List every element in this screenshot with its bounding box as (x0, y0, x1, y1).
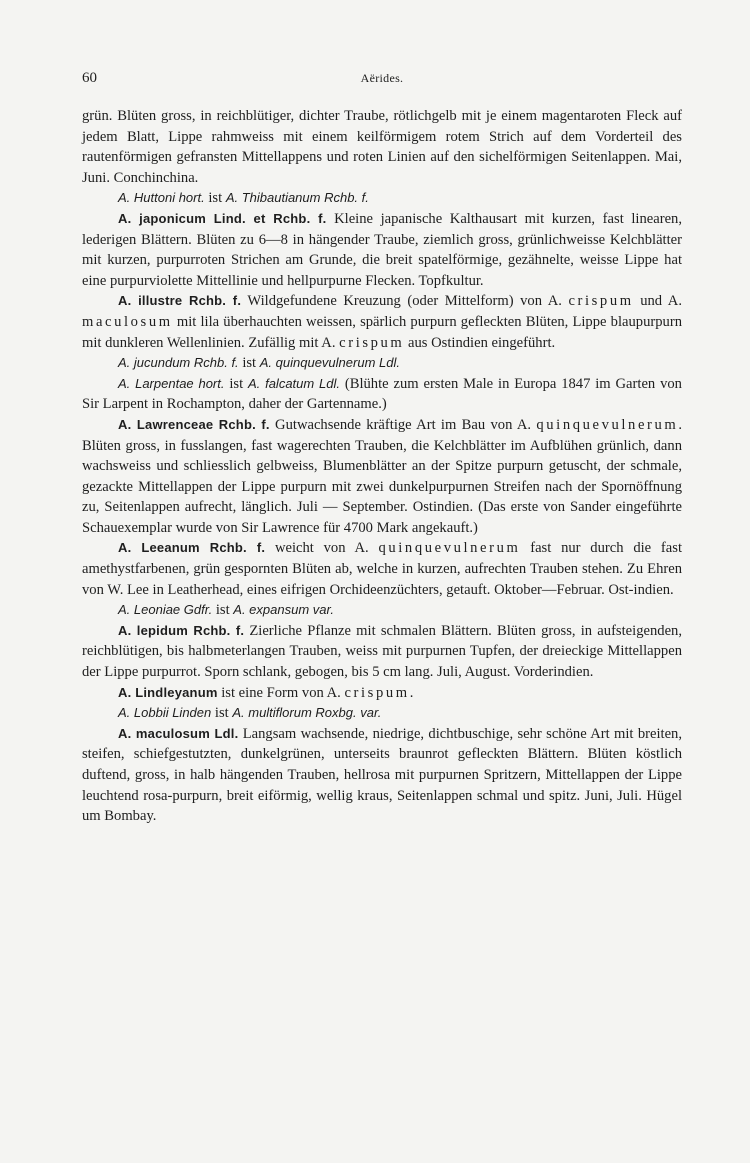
species-entry (82, 683, 682, 704)
synonym-note: (Blühte zum ersten Male in Europa 1847 im Garten von Sir Larpent in Rochampton, daher der Gartenname.) (82, 375, 682, 413)
spaced-epithet: quinquevulnerum (536, 416, 679, 433)
species-name: A. Leeanum Rchb. f. (118, 540, 266, 556)
synonym-entry (82, 353, 682, 374)
synonym-name: A. Lobbii Linden (118, 705, 212, 721)
paragraph-continuation (82, 106, 682, 188)
synonym-entry (82, 188, 682, 209)
synonym-link-text: ist (212, 602, 234, 619)
spaced-epithet: quinquevulnerum (378, 540, 521, 557)
species-entry (82, 415, 682, 539)
synonym-entry (82, 374, 682, 415)
running-title: Aërides. (360, 71, 404, 85)
accepted-name: A. Thibautianum Rchb. f. (225, 190, 369, 206)
description-text: ist eine Form von A. (217, 684, 345, 701)
accepted-name: A. expansum var. (233, 602, 334, 618)
page-body (82, 106, 682, 827)
spaced-epithet: crispum (344, 684, 410, 701)
description-text: mit lila überhauchten weissen, spärlich purpurn gefleckten Blüten, Lippe blaupurpurn mit dunkleren Wellenlinien. Zufällig mit A. (82, 313, 682, 351)
description-text: fast nur durch die fast amethystfarbenen, grün gespornten Blüten ab, welche in kurzen, aufrechten Trauben stehen. Zu Ehren von W. Lee in Leatherhead, eines eifrigen Orchideenzüchters, getauft. Oktober—Februar. Ost-indien. (82, 540, 682, 598)
accepted-name: A. multiflorum Roxbg. var. (232, 705, 382, 721)
synonym-name: A. Huttoni hort. (118, 190, 205, 206)
species-description: Kleine japanische Kalthausart mit kurzen, fast linearen, lederigen Blättern. Blüten zu 6—8 in hängender Traube, ziemlich gross, grünlichweisse Kelchblätter mit kurzen, purpurroten Strichen am Grunde, die breit spatelförmige, gezähnelte, weisse Lippe hat eine purpurviolette Mittellinie und hellpurpurne Flecken. Topfkultur. (82, 210, 682, 289)
species-name: A. illustre Rchb. f. (118, 293, 242, 309)
description-text: weicht von A. (265, 540, 379, 557)
description-text: Gutwachsende kräftige Art im Bau von A. (269, 416, 537, 433)
spaced-epithet: crispum (339, 334, 405, 351)
species-entry (82, 291, 682, 353)
description-text: aus Ostindien eingeführt. (404, 334, 556, 351)
accepted-name: A. quinquevulnerum Ldl. (259, 355, 400, 371)
species-name: A. maculosum Ldl. (118, 725, 239, 741)
synonym-entry (82, 703, 682, 724)
accepted-name: A. falcatum Ldl. (247, 375, 340, 391)
description-text: . Blüten gross, in fusslangen, fast wagerechten Trauben, die Kelchblätter im Aufblühen grünlich, dann wachsweiss und schliesslich gelbweiss, Blumenblätter an der Spitze purpurn getuscht, der schmale, gezackte Mittellappen der Lippe purpurn mit zwei dunkelpurpurnen Streifen nach der Spornöffnung zu, Seitenlappen aufrecht, länglich. Juli — September. Ostindien. (Das erste von Sander eingeführte Schauexemplar wurde von Sir Lawrence für 4700 Mark angekauft.) (82, 416, 682, 536)
species-entry (82, 724, 682, 827)
species-entry (82, 621, 682, 683)
species-entry (82, 209, 682, 291)
species-name: A. Lawrenceae Rchb. f. (118, 416, 270, 432)
synonym-name: A. Larpentae hort. (118, 375, 225, 391)
synonym-entry (82, 600, 682, 621)
synonym-link-text: ist (204, 190, 226, 207)
species-description: Zierliche Pflanze mit schmalen Blättern. Blüten gross, in aufsteigenden, reichblütigen, bis halbmeterlangen Trauben, weiss mit purpurnen Tupfen, der dreieckige Mittellappen der Lippe purpurrot. Sporn schlank, gebogen, bis 5 cm lang. Juli, August. Vorderindien. (82, 622, 682, 681)
species-description: Langsam wachsende, niedrige, dichtbuschige, sehr schöne Art mit breiten, steifen, schiefgestutzten, dunkelgrünen, unterseits braunrot gefleckten Blättern. Blüten köstlich duftend, gross, in halb hängenden Trauben, hellrosa mit purpurnen Spritzern, Mittellappen der Lippe leuchtend rosa-purpurn, breit eiförmig, wellig kraus, Seitenlappen schmal und spitz. Juni, Juli. Hügel um Bombay. (82, 725, 682, 825)
synonym-link-text: ist (224, 375, 248, 392)
page-header (82, 70, 682, 90)
species-entry (82, 538, 682, 600)
description-text: . (409, 684, 414, 701)
synonym-link-text: ist (211, 705, 233, 722)
species-name: A. lepidum Rchb. f. (118, 622, 245, 638)
synonym-name: A. jucundum Rchb. f. (118, 355, 239, 371)
spaced-epithet: crispum (568, 293, 634, 310)
synonym-link-text: ist (238, 355, 260, 372)
description-text: und A. (633, 293, 682, 310)
spaced-epithet: maculosum (82, 313, 173, 330)
paragraph-text: grün. Blüten gross, in reichblütiger, dichter Traube, rötlichgelb mit je einem magentaroten Fleck auf jedem Blatt, Lippe rahmweiss mit einem keilförmigem rotem Strich auf dem Vorderteil des rautenförmigen gefransten Mittellappens und roten Linien auf den sichelförmigen Seitenlappen. Mai, Juni. Conchinchina. (82, 108, 682, 186)
species-name: A. Lindleyanum (118, 684, 218, 700)
synonym-name: A. Leoniae Gdfr. (118, 602, 213, 618)
page-number: 60 (82, 70, 97, 86)
description-text: Wildgefundene Kreuzung (oder Mittelform) von A. (241, 293, 569, 310)
species-name: A. japonicum Lind. et Rchb. f. (118, 210, 327, 226)
